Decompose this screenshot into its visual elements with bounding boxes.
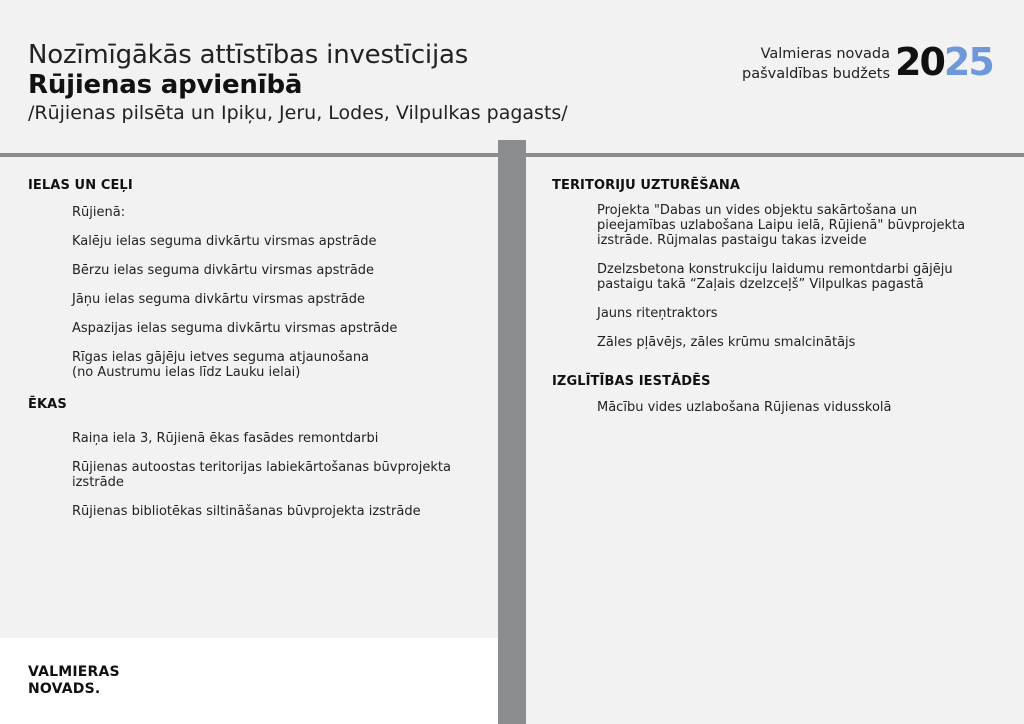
budget-label-line1: Valmieras novada <box>760 46 890 62</box>
list-item: Rūjienā: <box>72 205 126 220</box>
page-header <box>0 0 1024 140</box>
list-item: izstrāde <box>72 475 124 490</box>
list-item: Projekta "Dabas un vides objektu sakārtošana un <box>597 203 918 218</box>
list-item: Rūjienas autoostas teritorijas labiekārtošanas būvprojekta <box>72 460 451 475</box>
logo-line2: NOVADS. <box>28 681 101 697</box>
budget-year <box>895 40 993 84</box>
center-divider <box>498 140 526 724</box>
right-divider <box>526 153 1024 157</box>
list-item: pieejamības uzlabošana Laipu ielā, Rūjienā" būvprojekta <box>597 218 966 233</box>
list-item: Jauns riteņtraktors <box>597 306 718 321</box>
list-item: Raiņa iela 3, Rūjienā ēkas fasādes remontdarbi <box>72 431 379 446</box>
list-item: Bērzu ielas seguma divkārtu virsmas apstrāde <box>72 263 375 278</box>
list-item: Kalēju ielas seguma divkārtu virsmas apstrāde <box>72 234 377 249</box>
section-heading-education: IZGLĪTĪBAS IESTĀDĒS <box>552 374 711 389</box>
logo-line1: VALMIERAS <box>28 664 120 680</box>
list-item: Jāņu ielas seguma divkārtu virsmas apstrāde <box>72 292 366 307</box>
list-item: Zāles pļāvējs, zāles krūmu smalcinātājs <box>597 335 856 350</box>
page-title-region: Rūjienas apvienībā <box>28 70 303 100</box>
list-item: izstrāde. Rūjmalas pastaigu takas izveide <box>597 233 867 248</box>
list-item: (no Austrumu ielas līdz Lauku ielai) <box>72 365 301 380</box>
list-item: Rūjienas bibliotēkas siltināšanas būvprojekta izstrāde <box>72 504 421 519</box>
list-item: Dzelzsbetona konstrukciju laidumu remontdarbi gājēju <box>597 262 953 277</box>
budget-label <box>742 44 890 84</box>
year-part1: 20 <box>895 40 944 84</box>
logo <box>28 664 120 698</box>
section-heading-streets: IELAS UN CEĻI <box>28 178 133 193</box>
page-subtitle: /Rūjienas pilsēta un Ipiķu, Jeru, Lodes, Vilpulkas pagasts/ <box>28 102 568 124</box>
section-heading-buildings: ĒKAS <box>28 397 67 412</box>
list-item: Mācību vides uzlabošana Rūjienas vidusskolā <box>597 400 892 415</box>
list-item: Aspazijas ielas seguma divkārtu virsmas apstrāde <box>72 321 398 336</box>
left-divider <box>0 153 498 157</box>
list-item: pastaigu takā “Zaļais dzelzceļš” Vilpulkas pagastā <box>597 277 924 292</box>
page-title: Nozīmīgākās attīstības investīcijas <box>28 40 469 70</box>
list-item: Rīgas ielas gājēju ietves seguma atjaunošana <box>72 350 370 365</box>
year-part2: 25 <box>943 40 993 84</box>
section-heading-territory: TERITORIJU UZTURĒŠANA <box>552 178 741 193</box>
budget-label-line2: pašvaldības budžets <box>742 66 890 82</box>
